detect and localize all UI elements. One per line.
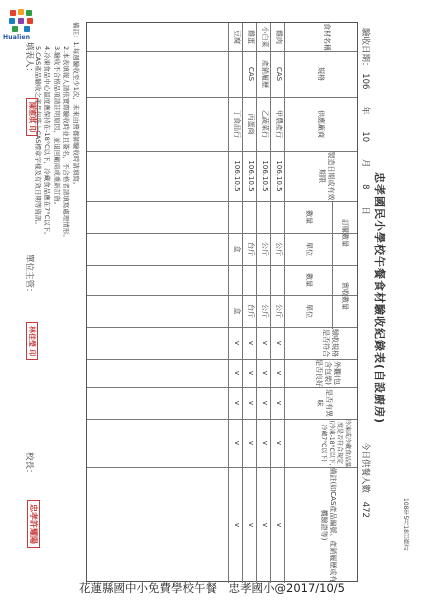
table-cell-c5: v: [247, 522, 255, 528]
page-caption: 花蓮縣國中小免費學校午餐 忠孝國小@2017/10/5: [79, 581, 345, 595]
note-line: 3.驗收不合格品項請註明原因，並退回廠商或重新訂貨。: [53, 46, 61, 209]
table-cell-c1: v: [247, 340, 255, 346]
table-cell-c3: v: [247, 400, 255, 406]
unit-head-signature: 單位主管：: [24, 254, 34, 297]
header-recv-group: 實收數量: [341, 282, 349, 310]
principal-stamp: 忠孝許耀陽: [27, 500, 40, 548]
note-line: 2.本表填報人請依實際驗收時並且簽名，不合格者請填寫處理情形。: [62, 46, 71, 241]
filler-stamp: 陳雅琪 印: [26, 98, 38, 136]
table-cell-c2: v: [247, 370, 255, 376]
form-title: 忠孝國民小學校午餐食材驗收紀錄表(自設廚房): [373, 172, 386, 425]
principal-signature: 校長：: [24, 452, 34, 478]
today-count: 今日供餐人數 472: [360, 442, 370, 518]
table-cell-c1: v: [233, 340, 241, 346]
inspection-form: [14, 22, 390, 582]
unit-head-stamp: 林佳瑩 印: [26, 322, 38, 360]
table-cell-c5: v: [275, 522, 283, 528]
header-recv-qty: 數量: [305, 273, 313, 287]
table-cell-name: 雞蛋: [247, 30, 255, 44]
table-cell-unit: 公斤: [275, 242, 283, 256]
table-cell-c3: v: [233, 400, 241, 406]
header-remark: 備註(如CAS產品編號、產銷履歷或有機驗證等): [320, 467, 337, 583]
table-cell-unit: 公斤: [261, 242, 269, 256]
table-cell-spec: 產銷履歷: [261, 60, 269, 88]
header-spec-check: 驗收規格是否符合: [322, 329, 339, 357]
table-cell-name: 雞肉: [275, 30, 283, 44]
table-cell-runit: 台斤: [247, 304, 255, 318]
table-cell-runit: 公斤: [275, 304, 283, 318]
header-recv-unit: 單位: [305, 304, 313, 318]
header-odor: 是否有異味: [316, 389, 333, 417]
table-cell-date: 106.10.5: [233, 160, 241, 192]
table-cell-spec: CAS: [247, 66, 255, 82]
header-supplier: 供應廠商: [317, 110, 325, 138]
table-cell-runit: 公斤: [261, 304, 269, 318]
table-cell-c2: v: [261, 370, 269, 376]
table-cell-date: 106.10.5: [247, 160, 255, 192]
table-cell-c4: v: [261, 440, 269, 446]
table-cell-c5: v: [233, 522, 241, 528]
header-order-unit: 單位: [305, 242, 313, 256]
table-cell-spec: CAS: [275, 66, 283, 82]
table-cell-c5: v: [261, 522, 269, 528]
revision-date: 108年5月18日修訂: [402, 498, 409, 551]
table-cell-c3: v: [275, 400, 283, 406]
table-cell-c1: v: [261, 340, 269, 346]
table-cell-c4: v: [275, 440, 283, 446]
table-cell-supplier: 甲農產行: [275, 110, 283, 138]
table-cell-name: 小白菜: [261, 26, 269, 48]
header-spec: 規格: [317, 67, 325, 81]
table-cell-date: 106.10.5: [261, 160, 269, 192]
table-cell-c1: v: [275, 340, 283, 346]
table-cell-unit: 台斤: [247, 242, 255, 256]
table-cell-c4: v: [233, 440, 241, 446]
table-cell-unit: 盒: [233, 245, 241, 253]
note-line: 4.冷凍食品中心溫度應保持在-18°C以下，冷藏食品應在7°C以下。: [43, 46, 52, 239]
receive-date: 驗收日期： 106 年 10 月 8 日: [360, 28, 370, 215]
header-order-qty: 數量: [305, 210, 313, 224]
logo-text: Hualien: [3, 34, 31, 41]
header-cold-chain: 冷凍或冷藏食品溫度是否符合規定(冷凍-18°C以下,冷藏7°C以下): [320, 419, 351, 468]
table-cell-c4: v: [247, 440, 255, 446]
header-order-group: 訂購數量: [341, 219, 349, 247]
table-cell-runit: 盒: [233, 307, 241, 315]
table-cell-c2: v: [233, 370, 241, 376]
header-appearance: 外觀(包含包裝)是否良好: [315, 359, 341, 387]
note-line: 5.CAS產品驗收之產品包裝上CAS標章字樣及有效日期等資訊。: [34, 46, 42, 228]
table-cell-supplier: 乙蔬菜行: [261, 110, 269, 138]
table-cell-name: 豆腐: [233, 30, 241, 44]
table-cell-c3: v: [261, 400, 269, 406]
header-name: 食材名稱: [323, 23, 331, 51]
table-cell-supplier: 丁食品行: [233, 110, 241, 138]
table-cell-supplier: 丙蛋商: [247, 113, 255, 135]
header-mfg-date: 製造日期或有效期限: [318, 151, 335, 201]
note-line: 備註：1.每週驗收至少1次，未來由營養師驗收時請填寫。: [72, 22, 80, 189]
table-cell-date: 106.10.5: [275, 160, 283, 192]
inspection-table: [86, 22, 358, 582]
filler-signature: 填表人：: [24, 42, 34, 77]
notes-block: [33, 22, 81, 582]
table-cell-c2: v: [275, 370, 283, 376]
